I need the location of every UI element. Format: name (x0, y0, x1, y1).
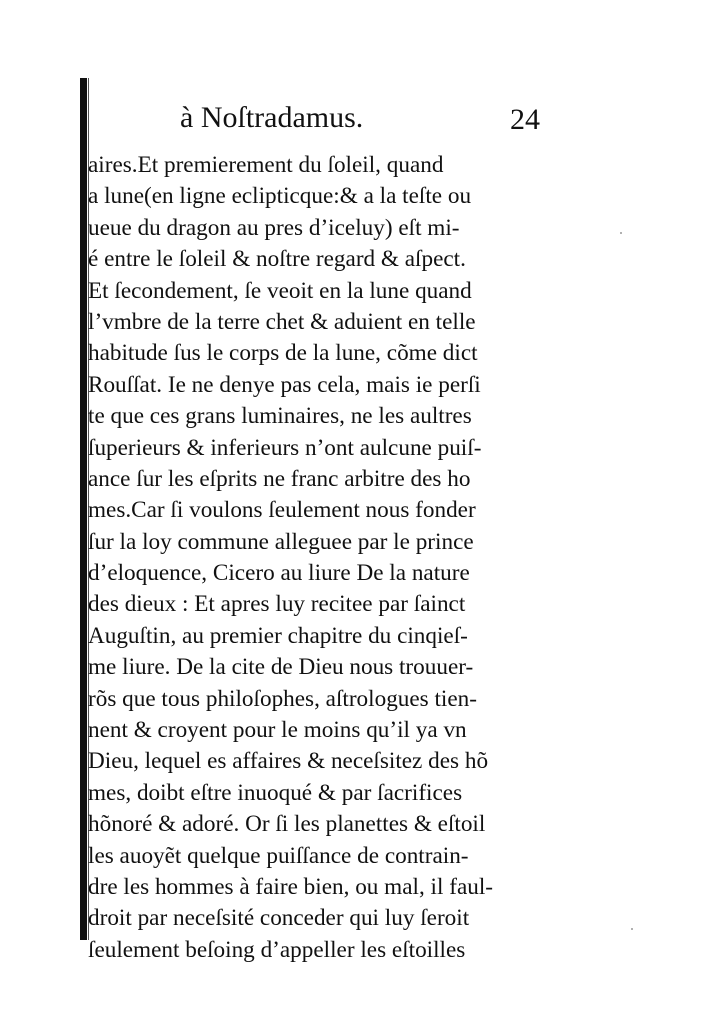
text-line: Auguſtin, au premier chapitre du cinqieſ- (88, 622, 468, 649)
text-line: Rouſſat. Ie ne denye pas cela, mais ie perſi (88, 371, 481, 398)
text-line: hõnoré & adoré. Or ſi les planettes & eſtoil (88, 811, 486, 838)
text-line: te que ces grans luminaires, ne les aultres (88, 403, 472, 430)
binding-gutter-shadow (80, 78, 87, 940)
text-line: des dieux : Et apres luy recitee par ſainct (88, 591, 466, 618)
paper-speck (620, 232, 622, 234)
text-line: Et ſecondement, ſe veoit en la lune quand (88, 277, 472, 304)
text-line: habitude ſus le corps de la lune, cõme dict (88, 340, 478, 367)
text-line: ueue du dragon au pres d’iceluy) eſt mi- (88, 214, 460, 241)
running-title: à Noſtradamus. (180, 101, 364, 134)
text-line: ſeulement beſoing d’appeller les eſtoilles (88, 936, 466, 963)
page-number: 24 (510, 103, 540, 136)
text-line: aires.Et premierement du ſoleil, quand (88, 152, 444, 178)
body-text (88, 150, 550, 966)
text-line: rõs que tous philoſophes, aſtrologues tien- (88, 685, 477, 712)
text-line: d’eloquence, Cicero au liure De la nature (88, 560, 470, 587)
paper-speck (631, 928, 633, 930)
text-line: é entre le ſoleil & noſtre regard & aſpect. (88, 246, 466, 273)
text-line: me liure. De la cite de Dieu nous trouuer- (88, 654, 474, 681)
text-line: mes.Car ſi voulons ſeulement nous fonder (88, 497, 476, 524)
text-line: droit par neceſsité conceder qui luy ſeroit (88, 905, 470, 932)
text-line: ſur la loy commune alleguee par le prince (88, 528, 474, 555)
text-line: Dieu, lequel es affaires & neceſsitez des hõ (88, 748, 489, 775)
text-line: dre les hommes à faire bien, ou mal, il faul- (88, 873, 494, 900)
text-line: l’vmbre de la terre chet & aduient en telle (88, 308, 476, 335)
text-line: a lune(en ligne eclipticque:& a la teſte ou (88, 183, 472, 210)
text-line: ance ſur les eſprits ne franc arbitre des ho (88, 465, 471, 492)
text-line: nent & croyent pour le moins qu’il ya vn (88, 717, 467, 744)
text-line: ſuperieurs & inferieurs n’ont aulcune puiſ- (88, 434, 482, 461)
text-line: les auoyẽt quelque puiſſance de contrain- (88, 842, 469, 869)
text-line: mes, doibt eſtre inuoqué & par ſacrifices (88, 779, 463, 806)
page-header (88, 98, 548, 138)
